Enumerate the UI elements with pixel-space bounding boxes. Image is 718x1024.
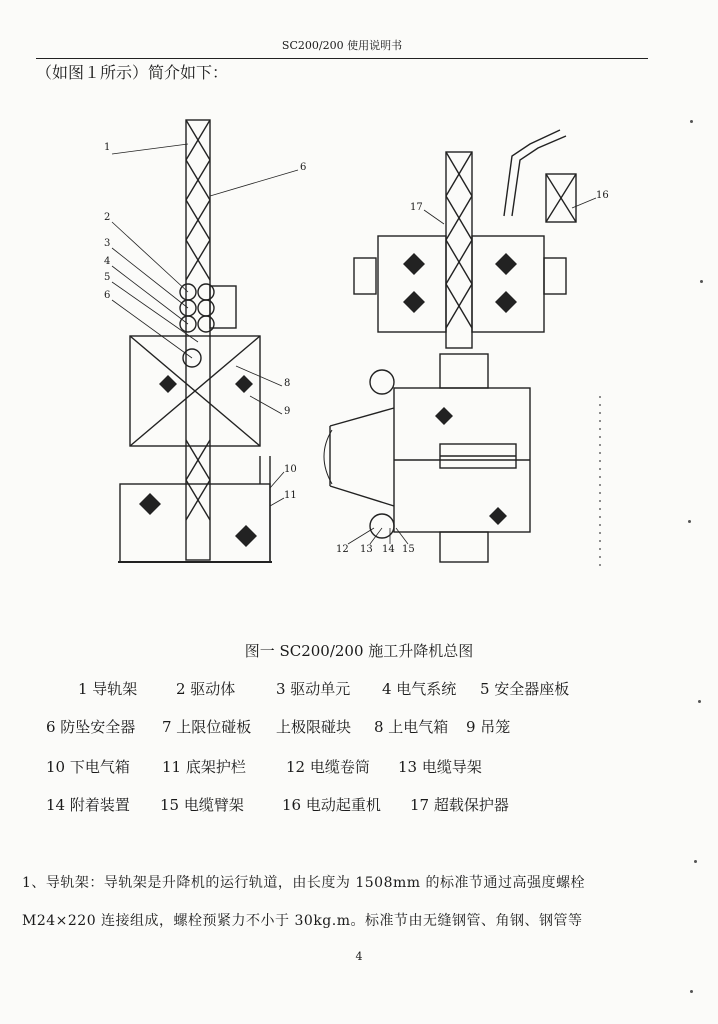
scan-speck <box>694 860 697 863</box>
callout-label: 12 <box>336 544 349 555</box>
scan-speck <box>700 280 703 283</box>
mast-front-view <box>354 130 576 348</box>
legend-item: 15 电缆臂架 <box>160 796 244 814</box>
assembly-drawing-svg <box>60 96 620 616</box>
callout-label: 9 <box>284 406 291 417</box>
legend-item: 9 吊笼 <box>466 718 511 736</box>
left-callout-leaders <box>112 144 298 506</box>
paragraph-line: 1、导轨架：导轨架是升降机的运行轨道，由长度为 1508mm 的标准节通过高强度螺栓 <box>22 875 585 891</box>
document-header: SC200/200 使用说明书 <box>36 36 648 59</box>
legend-item: 上极限碰块 <box>276 718 352 736</box>
callout-label: 5 <box>104 272 111 283</box>
callout-label: 1 <box>104 142 111 153</box>
assembly-drawing <box>60 96 620 616</box>
legend-item: 3 驱动单元 <box>276 680 351 698</box>
paragraph-line: M24×220 连接组成，螺栓预紧力不小于 30kg.m。标准节由无缝钢管、角钢、钢管等 <box>22 913 583 929</box>
legend-item: 12 电缆卷筒 <box>286 758 370 776</box>
legend-item: 8 上电气箱 <box>374 718 449 736</box>
callout-label: 3 <box>104 238 111 249</box>
legend-item: 17 超载保护器 <box>410 796 509 814</box>
scan-speck <box>698 700 701 703</box>
scan-speck <box>690 120 693 123</box>
intro-text: （如图１所示）简介如下： <box>36 63 229 82</box>
callout-label: 8 <box>284 378 291 389</box>
legend-item: 16 电动起重机 <box>282 796 381 814</box>
legend-item: 5 安全器座板 <box>480 680 570 698</box>
callout-label: 14 <box>382 544 395 555</box>
legend-item: 1 导轨架 <box>78 680 138 698</box>
callout-label: 6 <box>104 290 111 301</box>
legend-item: 2 驱动体 <box>176 680 236 698</box>
callout-label: 17 <box>410 202 423 213</box>
legend-item: 10 下电气箱 <box>46 758 130 776</box>
scan-speck <box>690 990 693 993</box>
callout-label: 16 <box>596 190 609 201</box>
legend-item: 14 附着装置 <box>46 796 130 814</box>
bottom-callout-leaders <box>348 528 408 544</box>
legend-item: 13 电缆导架 <box>398 758 482 776</box>
callout-label: 15 <box>402 544 415 555</box>
legend-item: 11 底架护栏 <box>162 758 246 776</box>
plan-view <box>324 354 530 562</box>
callout-label: 2 <box>104 212 111 223</box>
legend-item: 7 上限位碰板 <box>162 718 252 736</box>
callout-label: 4 <box>104 256 111 267</box>
legend-item: 4 电气系统 <box>382 680 457 698</box>
callout-label: 13 <box>360 544 373 555</box>
legend-item: 6 防坠安全器 <box>46 718 136 736</box>
scan-speck <box>688 520 691 523</box>
callout-label: 10 <box>284 464 297 475</box>
callout-label: 11 <box>284 490 297 501</box>
callout-label: 6 <box>300 162 307 173</box>
page-number: 4 <box>355 950 363 963</box>
figure-caption: 图一 SC200/200 施工升降机总图 <box>244 642 474 660</box>
mast-side-view <box>118 120 272 562</box>
